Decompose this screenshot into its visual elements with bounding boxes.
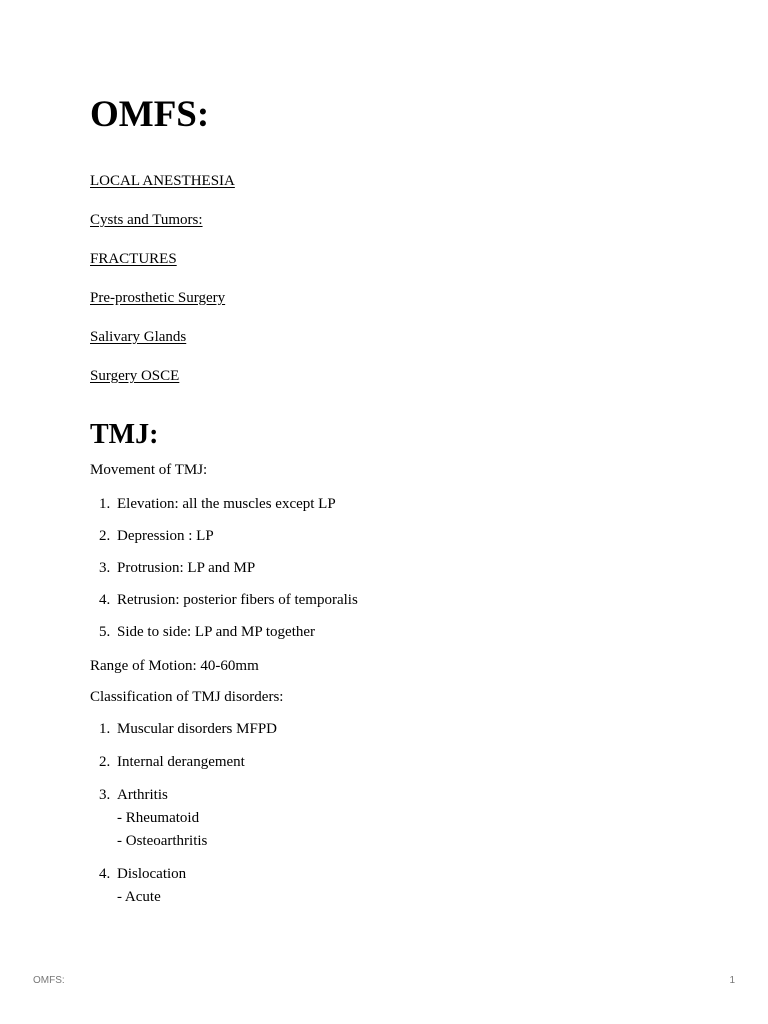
list-item-text: Internal derangement xyxy=(117,754,245,770)
link-cysts-and-tumors[interactable]: Cysts and Tumors: xyxy=(90,212,203,228)
list-number: 3. xyxy=(99,787,111,803)
list-item xyxy=(90,751,277,774)
list-item xyxy=(90,171,235,210)
list-item xyxy=(90,210,235,249)
movement-list xyxy=(90,493,358,653)
list-number: 4. xyxy=(99,592,111,608)
list-item-text: Retrusion: posterior fibers of temporalis xyxy=(117,592,358,608)
list-item-text: Protrusion: LP and MP xyxy=(117,560,256,576)
list-number: 1. xyxy=(99,496,111,512)
link-pre-prosthetic-surgery[interactable]: Pre-prosthetic Surgery xyxy=(90,290,226,306)
sub-item: - Rheumatoid xyxy=(117,810,200,826)
list-item-text: Side to side: LP and MP together xyxy=(117,624,316,640)
classification-list xyxy=(90,718,277,919)
list-number: 3. xyxy=(99,560,111,576)
list-item xyxy=(90,589,358,612)
list-item-text: Arthritis xyxy=(117,787,168,803)
list-item xyxy=(90,784,277,853)
list-item xyxy=(90,863,277,909)
topic-links-list xyxy=(90,171,235,405)
list-item-text: Muscular disorders MFPD xyxy=(117,721,277,737)
list-number: 2. xyxy=(99,528,111,544)
list-item xyxy=(90,718,277,741)
list-item xyxy=(90,366,235,405)
link-fractures[interactable]: FRACTURES xyxy=(90,251,177,267)
list-item xyxy=(90,327,235,366)
list-item xyxy=(90,557,358,580)
list-item-text: Depression : LP xyxy=(117,528,214,544)
sub-item: - Acute xyxy=(117,889,161,905)
page-title: OMFS: xyxy=(90,94,210,135)
list-item xyxy=(90,525,358,548)
list-number: 2. xyxy=(99,754,111,770)
footer-title: OMFS: xyxy=(33,975,65,986)
list-item-text: Elevation: all the muscles except LP xyxy=(117,496,336,512)
classification-label: Classification of TMJ disorders: xyxy=(90,689,284,705)
list-number: 4. xyxy=(99,866,111,882)
link-salivary-glands[interactable]: Salivary Glands xyxy=(90,329,187,345)
list-item-text: Dislocation xyxy=(117,866,187,882)
list-number: 1. xyxy=(99,721,111,737)
link-surgery-osce[interactable]: Surgery OSCE xyxy=(90,368,180,384)
tmj-heading: TMJ: xyxy=(90,419,159,450)
page-number: 1 xyxy=(729,975,735,986)
list-item xyxy=(90,621,358,644)
range-of-motion-text: Range of Motion: 40-60mm xyxy=(90,658,259,674)
link-local-anesthesia[interactable]: LOCAL ANESTHESIA xyxy=(90,173,235,189)
list-item xyxy=(90,288,235,327)
movement-label: Movement of TMJ: xyxy=(90,462,208,478)
list-item xyxy=(90,493,358,516)
sub-item: - Osteoarthritis xyxy=(117,833,208,849)
list-number: 5. xyxy=(99,624,111,640)
list-item xyxy=(90,249,235,288)
